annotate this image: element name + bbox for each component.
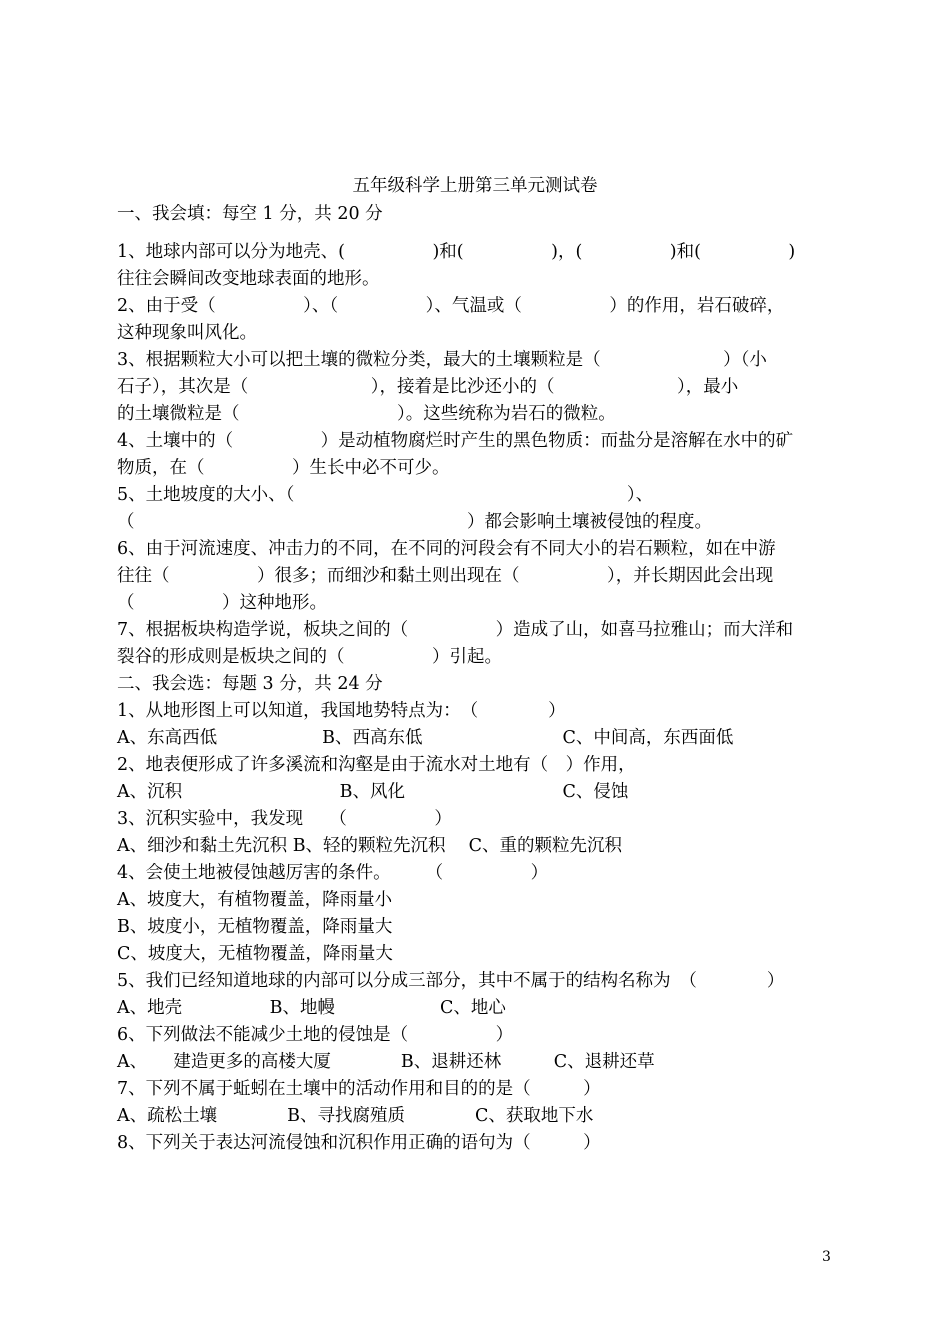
- section1-line: 石子），其次是（ ），接着是比沙还小的（ ），最小: [117, 377, 739, 397]
- section1-line: 物质，在（ ）生长中必不可少。: [117, 458, 450, 478]
- section2-line: A、细沙和黏土先沉积 B、轻的颗粒先沉积 C、重的颗粒先沉积: [117, 836, 623, 856]
- section1-line: 2、由于受（ ）、（ ）、气温或（ ）的作用，岩石破碎，: [117, 296, 785, 316]
- section2-line: 1、从地形图上可以知道，我国地势特点为： （ ）: [117, 701, 566, 721]
- section1-line: 的土壤微粒是（ ）。这些统称为岩石的微粒。: [117, 404, 616, 424]
- section2-line: 5、我们已经知道地球的内部可以分成三部分，其中不属于的结构名称为 （ ）: [117, 971, 785, 991]
- section2-line: B、坡度小，无植物覆盖，降雨量大: [117, 917, 393, 937]
- section1-line: 1、地球内部可以分为地壳、( )和( )，( )和( ): [117, 242, 796, 262]
- section1-line: 6、由于河流速度、冲击力的不同，在不同的河段会有不同大小的岩石颗粒，如在中游: [117, 539, 776, 559]
- section2-line: A、 建造更多的高楼大厦 B、退耕还林 C、退耕还草: [117, 1052, 655, 1072]
- section2-line: 7、下列不属于蚯蚓在土壤中的活动作用和目的的是（ ）: [117, 1079, 601, 1099]
- section2-line: A、沉积 B、风化 C、侵蚀: [117, 782, 629, 802]
- section1-line: （ ）这种地形。: [117, 593, 327, 613]
- section2-line: 8、下列关于表达河流侵蚀和沉积作用正确的语句为（ ）: [117, 1133, 601, 1153]
- section2-line: 4、会使土地被侵蚀越厉害的条件。 （ ）: [117, 863, 549, 883]
- section2-line: 6、下列做法不能减少土地的侵蚀是（ ）: [117, 1025, 514, 1045]
- section1-line: 3、根据颗粒大小可以把土壤的微粒分类，最大的土壤颗粒是（ ）（小: [117, 350, 767, 370]
- section2-line: A、东高西低 B、西高东低 C、中间高，东西面低: [117, 728, 734, 748]
- section1-line: 5、土地坡度的大小、（ ）、: [117, 485, 654, 505]
- section1-line: 裂谷的形成则是板块之间的（ ）引起。: [117, 647, 502, 667]
- section2-line: 3、沉积实验中，我发现 （ ）: [117, 809, 452, 829]
- section1-line: 往往（ ）很多；而细沙和黏土则出现在（ ），并长期因此会出现: [117, 566, 774, 586]
- section2-line: 2、地表便形成了许多溪流和沟壑是由于流水对土地有（ ）作用，: [117, 755, 636, 775]
- page-title: 五年级科学上册第三单元测试卷: [352, 176, 598, 196]
- section1-line: 7、根据板块构造学说，板块之间的（ ）造成了山，如喜马拉雅山；而大洋和: [117, 620, 794, 640]
- page-number: 3: [822, 1249, 831, 1265]
- section2-heading: 二、我会选：每题 3 分，共 24 分: [117, 674, 383, 694]
- section1-line: 往往会瞬间改变地球表面的地形。: [117, 269, 380, 289]
- section2-line: A、地壳 B、地幔 C、地心: [117, 998, 506, 1018]
- section1-line: 4、土壤中的（ ）是动植物腐烂时产生的黑色物质：而盐分是溶解在水中的矿: [117, 431, 794, 451]
- section1-heading: 一、我会填：每空 1 分，共 20 分: [117, 204, 383, 224]
- section1-line: （ ）都会影响土壤被侵蚀的程度。: [117, 512, 712, 532]
- section2-line: C、坡度大，无植物覆盖，降雨量大: [117, 944, 393, 964]
- section2-line: A、疏松土壤 B、寻找腐殖质 C、获取地下水: [117, 1106, 594, 1126]
- section2-line: A、坡度大，有植物覆盖，降雨量小: [117, 890, 393, 910]
- section1-line: 这种现象叫风化。: [117, 323, 257, 343]
